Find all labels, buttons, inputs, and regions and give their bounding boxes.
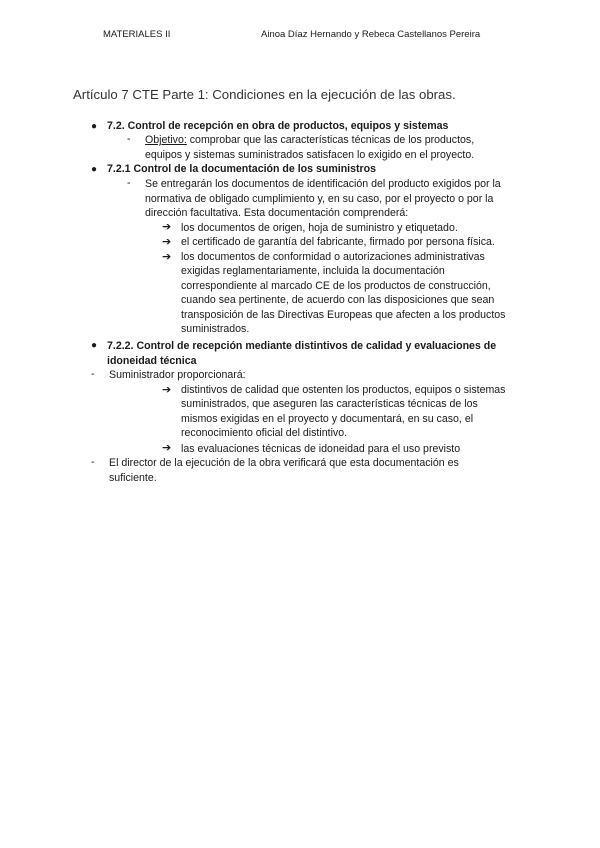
objective-line-1 [145, 133, 545, 148]
quality-item: suministrados, que aseguren las características técnicas de los [181, 398, 478, 410]
objective-line-2: equipos y sistemas suministrados satisfacen lo exigido en el proyecto. [145, 148, 475, 161]
dash-icon: - [91, 456, 95, 468]
doc-item-warranty: el certificado de garantía del fabricante, firmado por persona física. [181, 236, 495, 248]
section-7-2-1-heading: 7.2.1 Control de la documentación de los suministros [107, 163, 377, 175]
bullet-icon: ● [91, 340, 98, 351]
quality-item: distintivos de calidad que ostenten los productos, equipos o sistemas [181, 383, 506, 396]
section-7-2-2-heading: idoneidad técnica [107, 354, 197, 367]
doc-item-conformity: cuando sea pertinente, de acuerdo con las disposiciones que sean [181, 294, 495, 306]
arrow-icon: ➔ [162, 236, 172, 248]
doc-item-conformity: correspondiente al marcado CE de los productos de construcción, [181, 279, 491, 292]
arrow-icon: ➔ [162, 442, 172, 454]
doc-item-conformity: suministrados. [181, 323, 250, 335]
doc-item-conformity: exigidas reglamentariamente, incluida la documentación [181, 265, 445, 277]
dash-icon: - [127, 177, 131, 189]
doc-item-conformity: los documentos de conformidad o autorizaciones administrativas [181, 250, 485, 263]
director-line: El director de la ejecución de la obra verificará que esta documentación es [109, 457, 459, 469]
quality-item: mismos exigidas en el proyecto y documentará, en su caso, el [181, 412, 474, 425]
doc-item-conformity: transposición de las Directivas Europeas que afecten a los productos [181, 308, 506, 321]
intro-line: Se entregarán los documentos de identificación del producto exigidos por la [145, 178, 501, 190]
quality-item: reconocimiento oficial del distintivo. [181, 427, 348, 439]
arrow-icon: ➔ [162, 383, 172, 396]
bullet-icon: ● [91, 164, 98, 175]
dash-icon: - [91, 368, 95, 380]
arrow-icon: ➔ [162, 221, 172, 233]
header-course: MATERIALES II [103, 29, 171, 40]
section-7-2-heading: 7.2. Control de recepción en obra de productos, equipos y sistemas [107, 120, 449, 132]
bullet-icon: ● [91, 121, 98, 132]
header-authors: Ainoa Díaz Hernando y Rebeca Castellanos Pereira [261, 29, 481, 40]
arrow-icon: ➔ [162, 250, 172, 263]
evaluation-item: las evaluaciones técnicas de idoneidad para el uso previsto [181, 442, 461, 455]
section-7-2-2-heading: 7.2.2. Control de recepción mediante distintivos de calidad y evaluaciones de [107, 340, 497, 352]
objective-label: Objetivo: [145, 134, 187, 146]
director-line: suficiente. [109, 471, 157, 484]
intro-line: normativa de obligado cumplimiento y, en su caso, por el proyecto o por la [145, 192, 494, 205]
doc-item-origin: los documentos de origen, hoja de suministro y etiquetado. [181, 221, 458, 234]
intro-line: dirección facultativa. Esta documentación comprenderá: [145, 207, 409, 219]
supplier-line: Suministrador proporcionará: [109, 369, 246, 381]
page-title: Artículo 7 CTE Parte 1: Condiciones en la ejecución de las obras. [73, 87, 456, 102]
dash-icon: - [127, 133, 131, 145]
objective-text-1: comprobar que las características técnicas de los productos, [186, 134, 475, 146]
